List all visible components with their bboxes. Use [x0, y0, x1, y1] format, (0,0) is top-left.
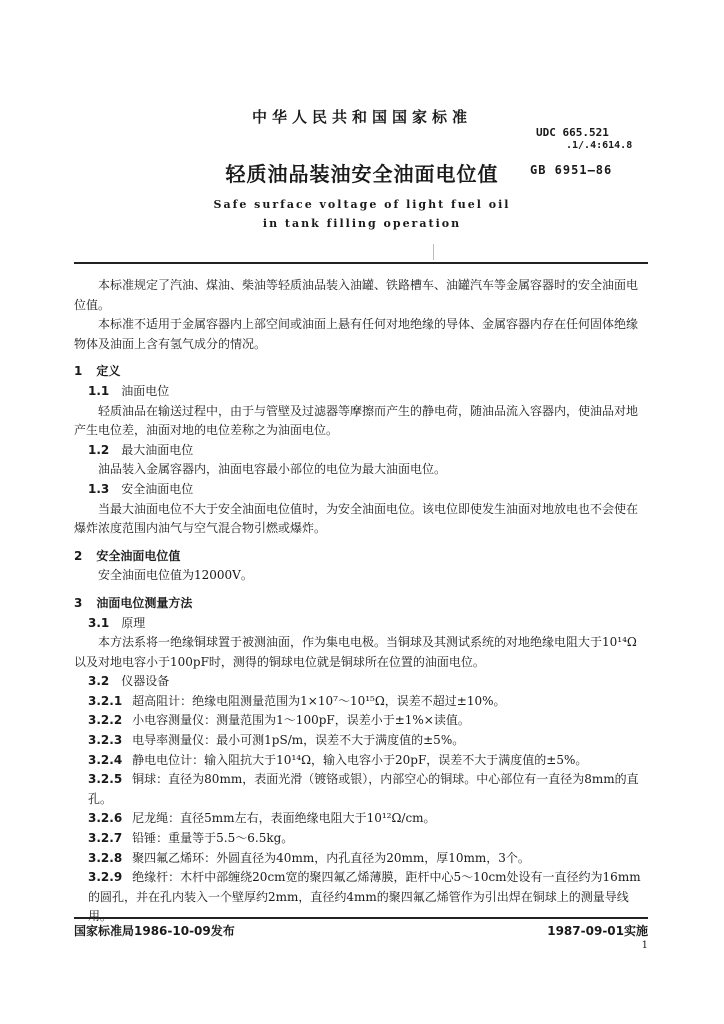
list-item: 3.2.7 铅锤：重量等于5.5～6.5kg。: [88, 831, 294, 846]
section-3-1-text: 本方法系将一绝缘铜球置于被测油面，作为集电电极。当铜球及其测试系统的对地绝缘电阻大于10¹⁴Ω以及对地电容小于100pF时，测得的铜球电位就是铜球所在位置的油面电位。: [74, 635, 637, 669]
section-1-3-heading: 1.3 安全油面电位: [88, 481, 194, 496]
list-item: 3.2.6 尼龙绳：直径5mm左右，表面绝缘电阻大于10¹²Ω/cm。: [88, 811, 436, 826]
section-1-1-heading: 1.1 油面电位: [88, 383, 170, 398]
english-title-line1: Safe surface voltage of light fuel oil: [213, 198, 511, 211]
section-2-text: 安全油面电位值为12000V。: [98, 568, 253, 583]
list-item: 3.2.3 电导率测量仪：最小可测1pS/m，误差不大于满度值的±5%。: [88, 733, 465, 748]
footer-rule: [74, 917, 648, 919]
issue-date: 国家标准局1986-10-09发布: [74, 924, 235, 938]
english-title-line2: in tank filling operation: [262, 217, 462, 230]
document-body: [74, 276, 648, 927]
scan-artifact-line: [433, 244, 434, 260]
section-2-heading: 2 安全油面电位值: [74, 548, 181, 563]
effective-date: 1987-09-01实施: [547, 924, 648, 938]
section-1-1-text: 轻质油品在输送过程中，由于与管壁及过滤器等摩擦而产生的静电荷，随油品流入容器内，使油品对地产生电位差，油面对地的电位差称之为油面电位。: [74, 403, 639, 438]
udc-code-line1: UDC 665.521: [536, 126, 609, 139]
section-3-2-heading: 3.2 仪器设备: [88, 674, 170, 689]
list-item: 3.2.4 静电电位计：输入阻抗大于10¹⁴Ω，输入电容小于20pF，误差不大于满度值的±5%。: [88, 752, 588, 767]
list-item: 3.2.2 小电容测量仪：测量范围为1～100pF，误差小于±1%×读值。: [88, 713, 470, 728]
udc-code-line2: .1/.4:614.8: [566, 140, 633, 151]
document-title: 轻质油品装油安全油面电位值: [225, 162, 499, 186]
gb-standard-number: GB 6951—86: [530, 163, 613, 177]
section-1-2-text: 油品装入金属容器内，油面电容最小部位的电位为最大油面电位。: [98, 462, 447, 477]
list-item: 3.2.9 绝缘杆：木杆中部缠绕20cm宽的聚四氟乙烯薄膜，距杆中心5～10cm处设有一直径约为16mm的圆孔，并在孔内装入一个壁厚约2mm，直径约4mm的聚四氟乙烯管作为引出焊在铜球上的测量导线用。: [88, 870, 641, 924]
section-3-1-heading: 3.1 原理: [88, 615, 146, 630]
section-1-3-text: 当最大油面电位不大于安全油面电位值时，为安全油面电位。该电位即使发生油面对地放电也不会使在爆炸浓度范围内油气与空气混合物引燃或爆炸。: [74, 501, 639, 536]
issuing-country-standard: 中华人民共和国国家标准: [251, 108, 472, 126]
page-number: 1: [641, 940, 648, 951]
section-1-heading: 1 定义: [74, 364, 121, 379]
intro-paragraph-2: 本标准不适用于金属容器内上部空间或油面上悬有任何对地绝缘的导体、金属容器内存在任何固体绝缘物体及油面上含有氢气成分的情况。: [74, 317, 639, 351]
list-item: 3.2.1 超高阻计：绝缘电阻测量范围为1×10⁷～10¹⁵Ω，误差不超过±10%。: [88, 693, 506, 708]
list-item: 3.2.5 铜球：直径为80mm，表面光滑（镀铬或银），内部空心的铜球。中心部位有一直径为8mm的直孔。: [88, 772, 639, 806]
intro-paragraph-1: 本标准规定了汽油、煤油、柴油等轻质油品装入油罐、铁路槽车、油罐汽车等金属容器时的安全油面电位值。: [74, 278, 639, 312]
section-3-heading: 3 油面电位测量方法: [74, 595, 193, 610]
section-1-2-heading: 1.2 最大油面电位: [88, 442, 194, 457]
list-item: 3.2.8 聚四氟乙烯环：外圆直径为40mm，内孔直径为20mm，厚10mm，3个。: [88, 850, 530, 865]
header-rule: [74, 262, 648, 264]
